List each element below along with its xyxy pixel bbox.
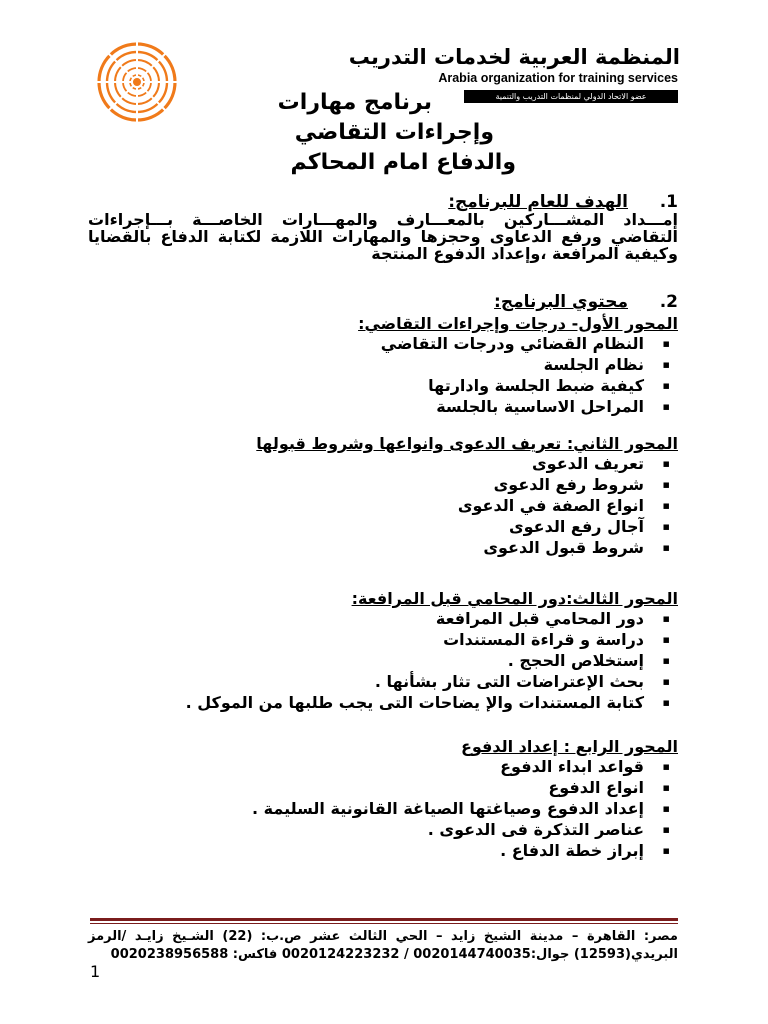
section-1-title: الهدف للعام للبرنامج: [448,192,628,212]
list-item: ▪ إعداد الدفوع وصياغتها الصياغة القانونية السليمة . [88,798,678,819]
axis-4 [88,737,678,861]
list-item: ▪ نظام الجلسة [88,354,678,375]
list-item: ▪ تعريف الدعوى [88,453,678,474]
program-title [150,88,590,178]
list-item: ▪ كتابة المستندات والإ يضاحات التى يجب طلبها من الموكل . [88,692,678,713]
list-item: ▪ شروط رفع الدعوى [88,474,678,495]
axis-items [88,453,678,558]
axis-title: المحور الأول- درجات وإجراءات التقاضي: [358,314,678,333]
list-item: ▪ النظام القضائي ودرجات التقاضي [88,333,678,354]
axis-items [88,756,678,861]
list-item: ▪ قواعد ابداء الدفوع [88,756,678,777]
organization-name-ar: المنظمة العربية لخدمات التدريب [348,45,680,69]
footer-address: مصر: القاهرة – مدينة الشيخ زايد – الحي الثالث عشر ص.ب: (22) الشـيخ زايـد /الرمز البريدي(12593) جوال:0020144740035 / 0020124223232 فاكس: 0020238956588 [88,929,678,962]
title-line-3: والدفاع امام المحاكم [290,150,516,175]
section-1-number: 1. [659,192,678,212]
organization-name-en: Arabia organization for training services [438,71,678,85]
list-item: ▪ انواع الصفة في الدعوى [88,495,678,516]
organization-tagline: عضو الاتحاد الدولي لمنظمات التدريب والتنمية [464,90,678,103]
page-number: 1 [90,962,101,981]
axis-1 [88,314,678,417]
list-item: ▪ شروط قبول الدعوى [88,537,678,558]
axis-items [88,333,678,417]
axis-title: المحور الرابع : إعداد الدفوع [460,737,678,756]
footer-divider-thin [90,923,678,924]
list-item: ▪ انواع الدفوع [88,777,678,798]
list-item: ▪ المراحل الاساسية بالجلسة [88,396,678,417]
axis-title: المحور الثاني: تعريف الدعوى وانواعها وشروط قبولها [256,434,678,453]
title-line-2: وإجراءات التقاضي [294,120,494,145]
list-item: ▪ عناصر التذكرة فى الدعوى . [88,819,678,840]
title-line-1: برنامج مهارات [277,90,432,115]
axis-3 [88,589,678,713]
list-item: ▪ دور المحامي قبل المرافعة [88,608,678,629]
list-item: ▪ إستخلاص الحجج . [88,650,678,671]
list-item: ▪ كيفية ضبط الجلسة وادارتها [88,375,678,396]
list-item: ▪ إبراز خطة الدفاع . [88,840,678,861]
list-item: ▪ دراسة و قراءة المستندات [88,629,678,650]
axis-title: المحور الثالث:دور المحامي قبل المرافعة: [351,589,678,608]
axis-2 [88,434,678,558]
section-2-number: 2. [659,292,678,312]
section-1-heading [88,192,678,212]
section-2-title: محتوي البرنامج: [494,292,628,312]
list-item: ▪ بحث الإعتراضات التى تثار بشأنها . [88,671,678,692]
section-1-body: إمـــداد المشـــاركين بالمعـــارف والمهـــارات الخاصـــة بـــإجراءات التقاضي ورفع الدعاوى وحجزها والمهارات اللازمة لكتابة الدفاع بالقضايا وكيفية المرافعة ،وإعداد الدفوع المنتجة [88,210,678,263]
list-item: ▪ آجال رفع الدعوى [88,516,678,537]
footer-divider [90,918,678,921]
section-2-heading [88,292,678,312]
axis-items [88,608,678,713]
